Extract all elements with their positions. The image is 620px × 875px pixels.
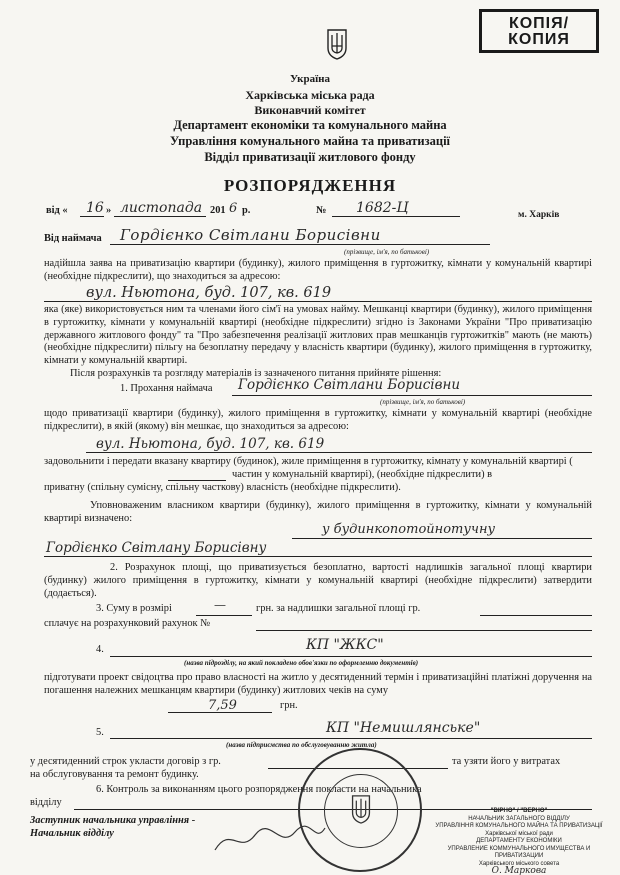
applicant-name: Гордієнко Світлани Борисівни [120, 226, 381, 244]
applicant-label: Від наймача [44, 233, 102, 244]
item3-text: грн. за надлишки загальної площі гр. [256, 603, 421, 614]
copy-stamp [479, 9, 599, 53]
uses-paragraph: яка (яке) використовується ним та членами його сім'ї на умовах найму. Мешканці квартири (будинку), жилого приміщення в гуртожитку, кімнати у комунальній квартирі (необхідне підкреслити) згідно із Законами України "Про приватизацію державного житлового фонду" та "Про забезпечення реалізації житлових прав мешканців гуртожитків" мають (не мають) (необхідне підкреслити) пільгу на безоплатну передачу у власність квартири (будинку), жилого приміщення в гуртожитку, кімнати у комунальній квартирі. [44, 304, 592, 367]
header-council: Харківська міська рада [245, 88, 375, 102]
item2-text: 2. Розрахунок площі, що приватизується безоплатно, вартості надлишків загальної площі квартири (будинку) жилого приміщення в гуртожитку, кімнати у комунальній квартирі (необхідне підкреслити) затвердити (додається). [44, 562, 592, 599]
header-department: Департамент економіки та комунального майна [173, 118, 447, 132]
header-country: Україна [289, 73, 331, 85]
item4-label: 4. [96, 644, 104, 655]
item1-blank-hint: частин у комунальній квартирі), (необхідне підкреслити) в [232, 469, 493, 480]
item4-hint: (назва підрозділу, на який покладено обов'язки по оформленню документів) [184, 659, 419, 667]
application-address: вул. Ньютона, буд. 107, кв. 619 [86, 285, 332, 301]
number-label: № [316, 205, 327, 216]
application-paragraph: надійшла заява на приватизацію квартири (будинку), жилого приміщення в гуртожитку, кімнати у комунальній квартирі (необхідне підкреслити), що знаходиться за адресою: [44, 258, 592, 282]
applicant-hint: (прізвище, ім'я, по батькові) [344, 248, 430, 256]
date-year-digit: 6 [229, 201, 238, 216]
authorized-hw-1: у будинкопотойнотучну [322, 522, 496, 537]
item1-address: вул. Ньютона, буд. 107, кв. 619 [96, 436, 325, 452]
rect-stamp-line2: НАЧАЛЬНИК ЗАГАЛЬНОГО ВІДДІЛУ [468, 815, 570, 822]
item5-hint: (назва підприємства по обслуговуванню житла) [226, 741, 377, 749]
date-year-prefix: 201 [210, 205, 226, 216]
item3-dash: — [214, 598, 226, 612]
header-administration: Управління комунального майна та приватизації [169, 134, 451, 148]
city: м. Харків [518, 210, 560, 220]
certified-copy-stamp [430, 808, 608, 875]
rect-stamp-line5: ДЕПАРТАМЕНТУ ЕКОНОМІКИ [476, 838, 562, 844]
after-paragraph: Після розрахунків та розгляду матеріалів із зазначеного питання прийняте рішення: [70, 368, 442, 379]
item1-name: Гордієнко Світлани Борисівни [238, 377, 461, 393]
date-day: 16 [86, 200, 104, 216]
date-month: листопада [120, 200, 203, 216]
item1-text-b: задовольнити і передати вказану квартиру (будинок), жиле приміщення в гуртожитку, кімнату у комунальній квартирі ( [44, 456, 573, 467]
date-year-suffix: р. [242, 205, 251, 216]
authorized-text: Уповноваженим власником квартири (будинку), жилого приміщення в гуртожитку, кімнати у комунальній квартирі визначено: [44, 500, 592, 524]
item1-label: 1. Прохання наймача [120, 383, 213, 394]
doc-title: РОЗПОРЯДЖЕННЯ [223, 176, 397, 195]
copy-stamp-line1: КОПІЯ/ [508, 15, 570, 32]
item3-account: сплачує на розрахунковий рахунок № [44, 618, 211, 629]
signature-line-1: Заступник начальника управління - [30, 815, 196, 826]
date-mid: » [106, 205, 112, 216]
rect-stamp-line1: "ВІРНО" / "ВЕРНО" [490, 808, 548, 814]
date-prefix: від « [46, 205, 68, 216]
item1-text-c: приватну (спільну сумісну, спільну часткову) власність (необхідне підкреслити). [44, 482, 401, 493]
rect-stamp-line3: УПРАВЛІННЯ КОМУНАЛЬНОГО МАЙНА ТА ПРИВАТИЗАЦІЇ [435, 823, 603, 829]
header-division: Відділ приватизації житлового фонду [204, 150, 416, 164]
item3-label: 3. Суму в розмірі [96, 603, 172, 614]
item6-text: 6. Контроль за виконанням цього розпорядження покласти на начальника [96, 784, 422, 795]
trident-emblem-icon [326, 28, 348, 60]
item5-text-a-end: та узяти його у витратах [452, 756, 561, 767]
signature-line-2: Начальник відділу [30, 828, 114, 839]
header-committee: Виконавчий комітет [254, 103, 366, 117]
item4-text: підготувати проект свідоцтва про право власності на житло у десятиденний термін і приватизаційні платіжні доручення на погашення належних мешканцям квартири (будинку) житлових чеків на суму [44, 672, 592, 696]
item6-dept: відділу [30, 797, 62, 808]
rect-stamp-name: О. Маркова [491, 866, 547, 875]
item1-hint: (прізвище, ім'я, по батькові) [380, 398, 466, 406]
signature-scribble-icon [210, 820, 330, 860]
doc-number: 1682-Ц [356, 200, 409, 216]
item5-text-a: у десятиденний строк укласти договір з гр. [30, 756, 221, 767]
rect-stamp-line7: Харківського міського совета [478, 860, 560, 867]
item4-currency: грн. [280, 700, 298, 711]
item4-sum: 7,59 [208, 698, 237, 713]
copy-stamp-line2: КОПИЯ [508, 31, 570, 48]
item1-text-a: щодо приватизації квартири (будинку), жилого приміщення в гуртожитку, кімнати у комунальній квартирі (необхідне підкреслити), в якій (якому) він мешкає, що знаходиться за адресою: [44, 408, 592, 432]
item5-text-b: на обслуговування та ремонт будинку. [30, 769, 199, 780]
stamp-trident-icon [350, 794, 372, 824]
item5-hw: КП "Немишлянське" [326, 720, 481, 736]
authorized-hw-2: Гордієнко Світлану Борисівну [46, 540, 267, 556]
rect-stamp-line6: УПРАВЛЕНИЕ КОММУНАЛЬНОГО ИМУЩЕСТВА И ПРИВАТИЗАЦИИ [447, 845, 591, 859]
rect-stamp-line4: Харківської міської ради [485, 830, 553, 837]
item4-hw: КП "ЖКС" [306, 637, 384, 653]
item5-label: 5. [96, 727, 104, 738]
